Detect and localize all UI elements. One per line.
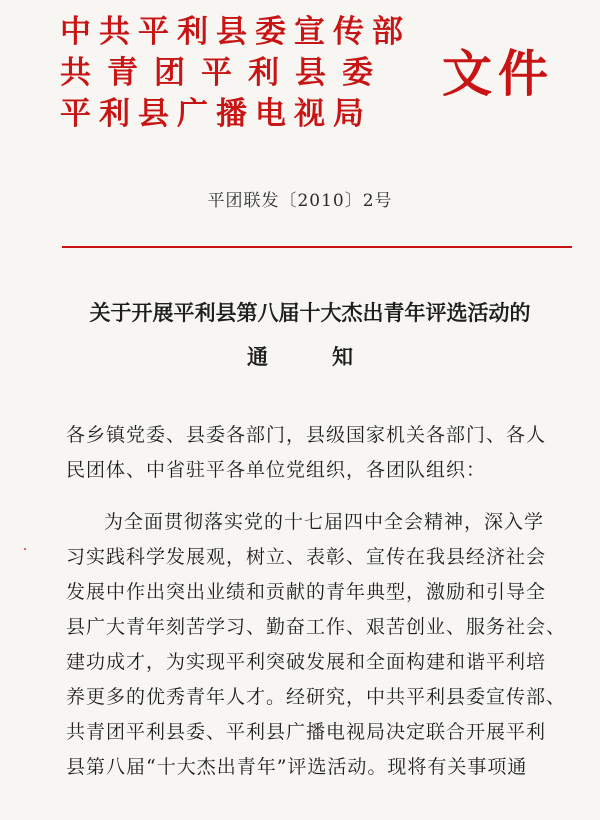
salutation-line: 民团体、中省驻平各单位党组织，各团队组织： <box>66 459 487 481</box>
paragraph-line: 县第八届“十大杰出青年”评选活动。现将有关事项通 <box>66 756 528 778</box>
notice-title-suffix: 通知 <box>247 344 417 369</box>
salutation <box>66 418 586 488</box>
paragraph-line: 发展中作出突出业绩和贡献的青年典型，激励和引导全 <box>66 581 547 603</box>
scan-speck <box>24 548 26 550</box>
issuer-line: 中共平利县委宣传部 <box>60 14 411 50</box>
paragraph-line: 为全面贯彻落实党的十七届四中全会精神，深入学 <box>104 511 545 533</box>
paragraph-line: 习实践科学发展观，树立、表彰、宣传在我县经济社会 <box>66 546 547 568</box>
body-paragraph <box>66 505 586 785</box>
paragraph-line: 共青团平利县委、平利县广播电视局决定联合开展平利 <box>66 721 547 743</box>
paragraph-line: 养更多的优秀青年人才。经研究，中共平利县委宣传部、 <box>66 686 567 708</box>
salutation-line: 各乡镇党委、县委各部门，县级国家机关各部门、各人 <box>66 424 547 446</box>
issuer-line: 共青团平利县委 <box>60 55 389 91</box>
issuer-block <box>60 12 450 135</box>
issuer-line: 平利县广播电视局 <box>60 96 372 132</box>
paragraph-line: 建功成才，为实现平利突破发展和全面构建和谐平利培 <box>66 651 547 673</box>
file-heading: 文件 <box>442 44 554 103</box>
paragraph-line: 县广大青年刻苦学习、勤奋工作、艰苦创业、服务社会、 <box>66 616 567 638</box>
document-number: 平团联发〔2010〕2号 <box>207 191 393 211</box>
red-divider-line <box>62 246 572 248</box>
notice-title: 关于开展平利县第八届十大杰出青年评选活动的 <box>89 300 531 325</box>
